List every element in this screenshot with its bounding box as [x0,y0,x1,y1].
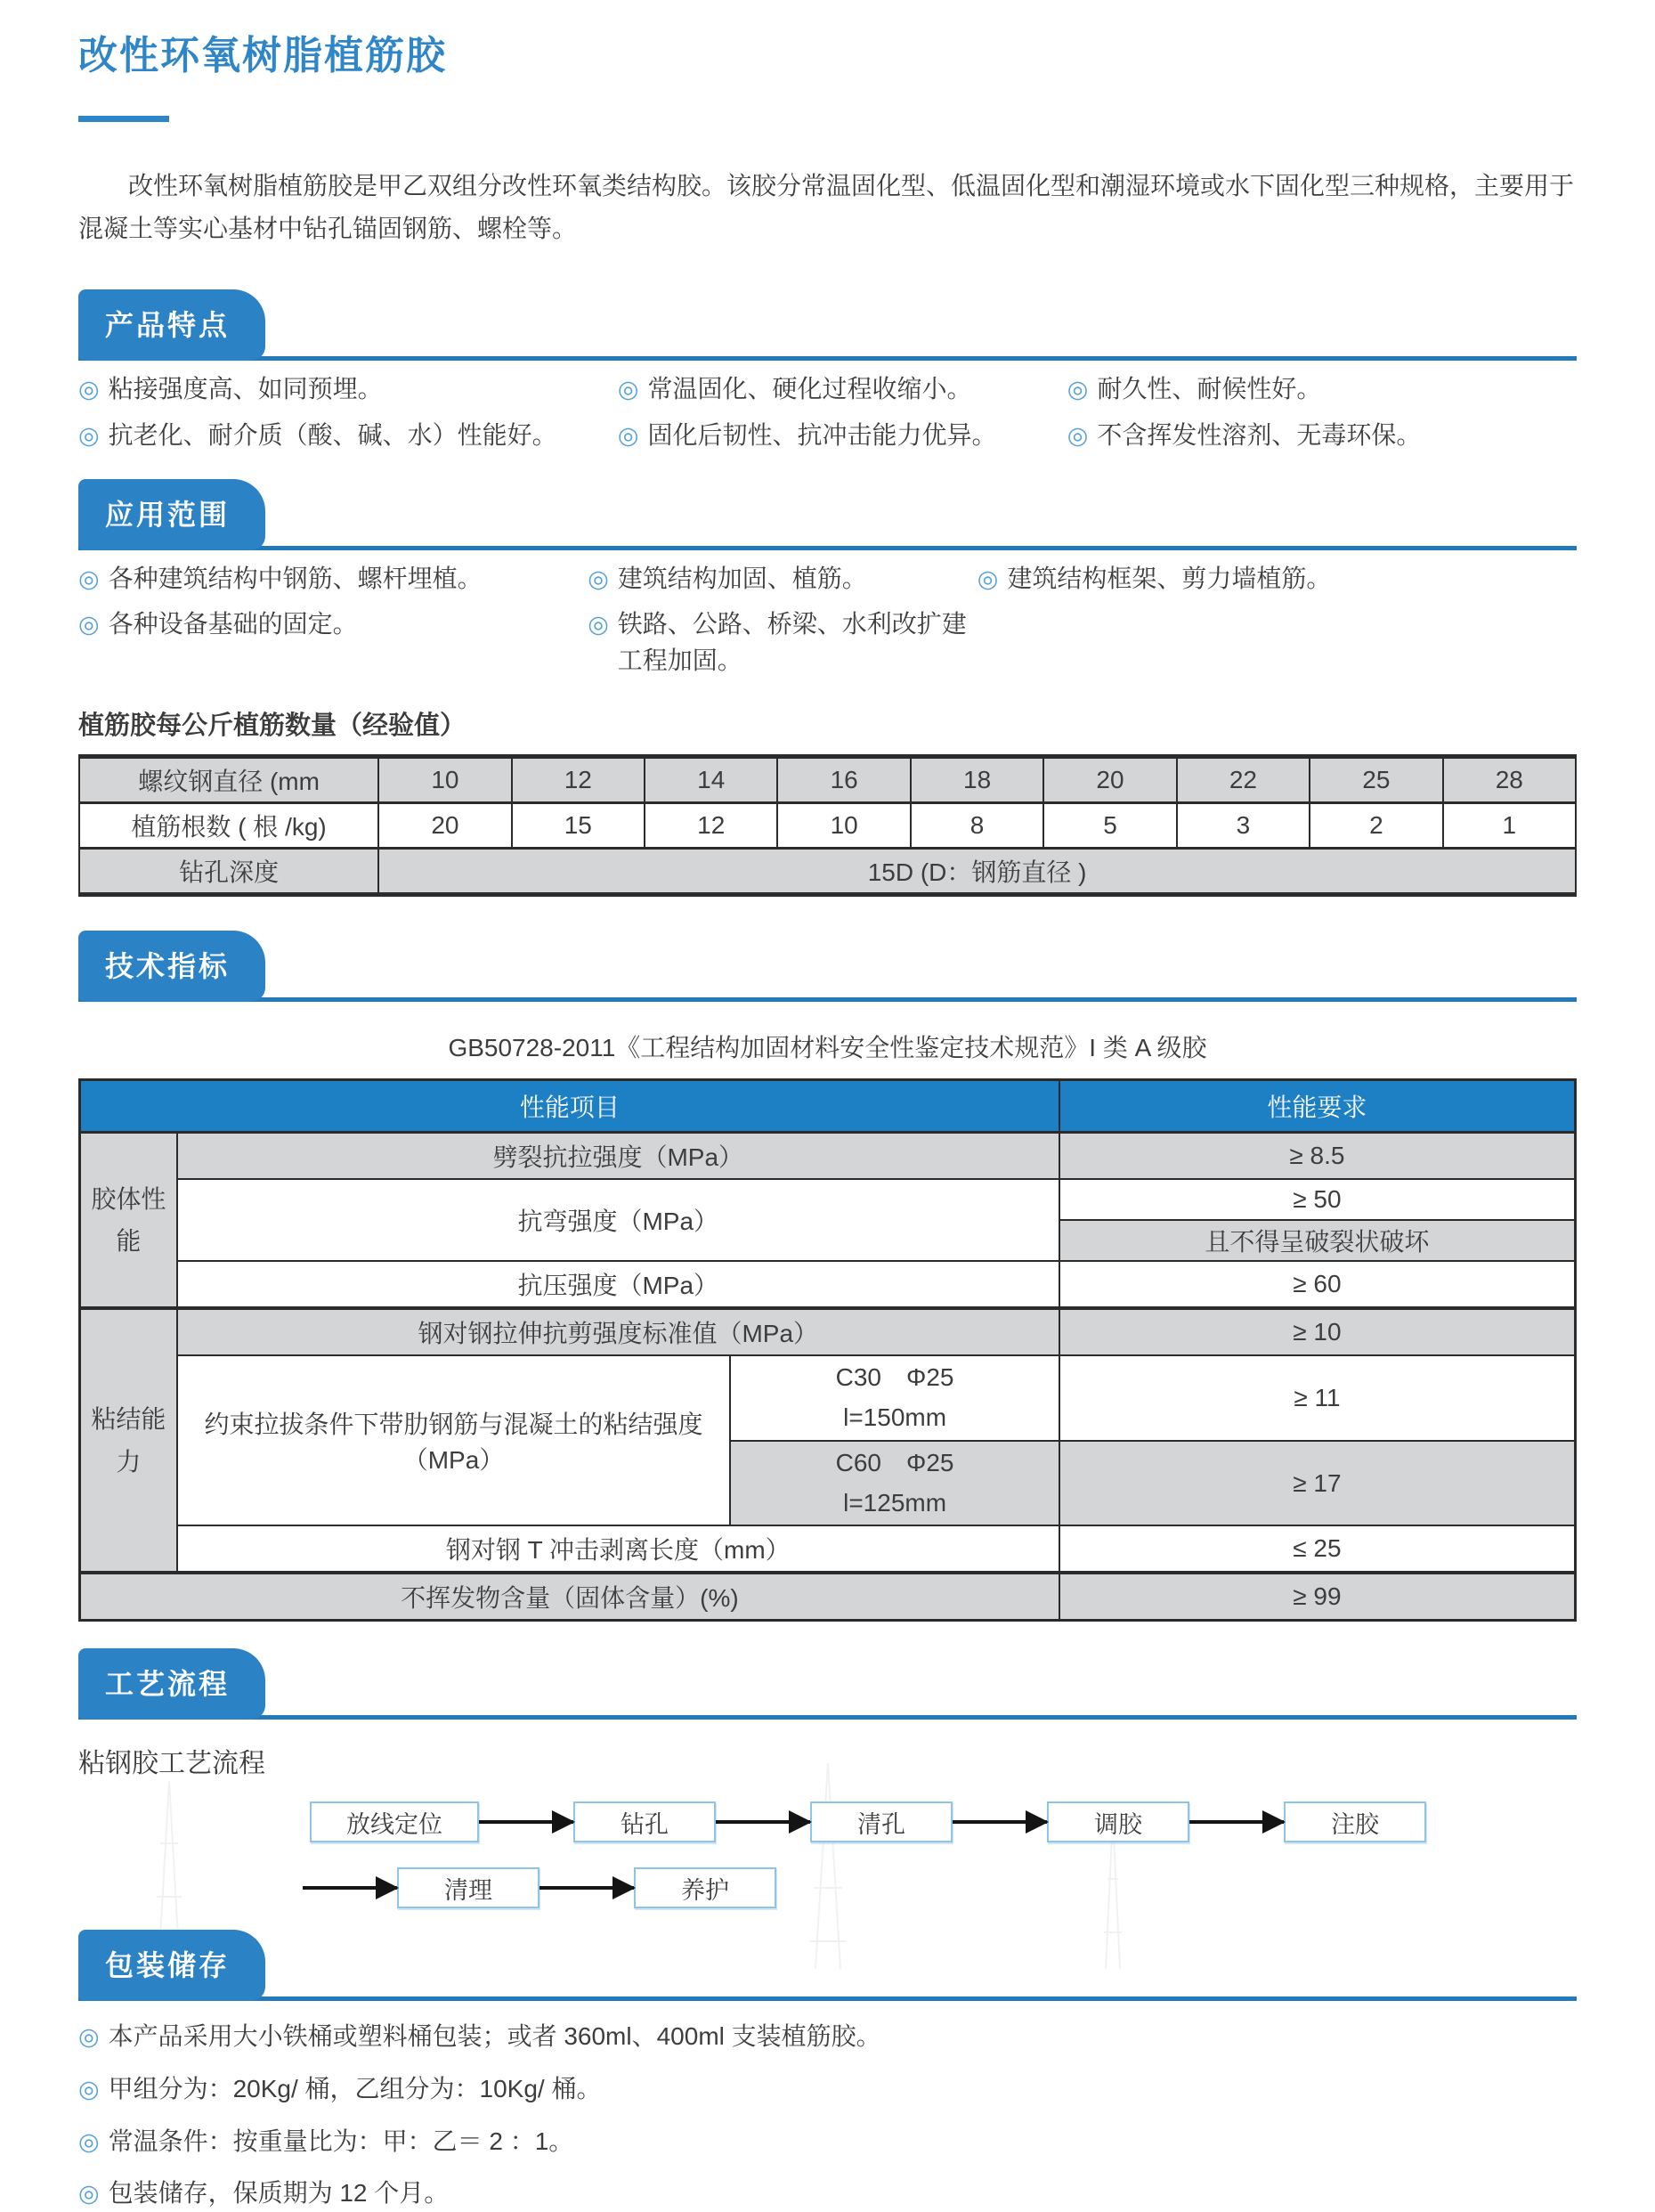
table-row [80,1133,1576,1180]
section-underline [78,546,1577,550]
cell: 20 [1043,757,1176,803]
packaging-list [78,2019,1577,2211]
ring-bullet-icon: ◎ [78,2180,100,2208]
table-row [80,1179,1576,1220]
requirement-cell: ≥ 17 [1059,1441,1576,1526]
property-cell: 钢对钢拉伸抗剪强度标准值（MPa） [177,1308,1059,1355]
list-item [588,606,978,679]
application-text: 建筑结构框架、剪力墙植筋。 [1007,564,1332,592]
list-item [588,561,978,598]
cell: 10 [378,757,511,803]
cell: 16 [777,757,910,803]
arrow-right-icon [716,1820,810,1824]
section-tab-tech: 技术指标 [78,931,265,1002]
table-header-row [80,1080,1576,1133]
table-row [80,1308,1576,1355]
tech-spec-table [78,1078,1577,1622]
requirement-cell: ≥ 99 [1059,1573,1576,1621]
page-title: 改性环氧树脂植筋胶 [78,34,447,77]
condition-line: l=125mm [843,1488,947,1517]
section-underline [78,1996,1577,2001]
table-row [79,803,1576,849]
feature-text: 不含挥发性溶剂、无毒环保。 [1097,420,1422,449]
condition-cell [730,1441,1059,1526]
row-header: 钻孔深度 [79,849,378,895]
list-item [78,371,618,408]
flow-step-box: 放线定位 [310,1801,479,1842]
feature-text: 耐久性、耐候性好。 [1097,375,1322,403]
section-tab-packaging: 包装储存 [78,1930,265,2001]
ring-bullet-icon: ◎ [588,611,609,638]
cell: 5 [1043,803,1176,849]
cell: 1 [1443,803,1576,849]
title-accent-dash [78,116,169,122]
application-text: 各种建筑结构中钢筋、螺杆埋植。 [108,564,483,592]
list-item [78,606,588,679]
section-tab-process: 工艺流程 [78,1648,265,1720]
list-item [78,2124,1577,2160]
column-header-requirement: 性能要求 [1059,1080,1576,1133]
section-header-packaging [78,1926,1577,2001]
section-underline [78,356,1577,361]
condition-cell [730,1355,1059,1441]
section-header-applications [78,476,1577,550]
list-item [78,418,618,454]
features-list [78,371,1577,453]
group-header-bonding: 粘结能力 [80,1308,177,1573]
ring-bullet-icon: ◎ [78,421,100,449]
applications-list [78,561,1577,679]
property-cell: 钢对钢 T 冲击剥离长度（mm） [177,1525,1059,1573]
arrow-right-icon [479,1820,573,1824]
list-item [78,561,588,598]
cell: 15 [512,803,645,849]
cell: 18 [911,757,1043,803]
requirement-cell: ≥ 50 [1059,1179,1576,1220]
list-item [78,2019,1577,2055]
cell: 20 [378,803,511,849]
ring-bullet-icon: ◎ [78,376,100,403]
list-item [1067,371,1577,408]
row-header: 螺纹钢直径 (mm [79,757,378,803]
section-header-tech [78,927,1577,1002]
cell: 25 [1310,757,1442,803]
section-tab-applications: 应用范围 [78,479,265,550]
ring-bullet-icon: ◎ [1067,376,1089,403]
cell: 14 [645,757,777,803]
property-cell: 抗压强度（MPa） [177,1261,1059,1308]
ring-bullet-icon: ◎ [78,2023,100,2051]
arrow-right-icon [1189,1820,1284,1824]
row-header: 植筋根数 ( 根 /kg) [79,803,378,849]
cell: 22 [1177,757,1310,803]
cell: 10 [777,803,910,849]
table-row [80,1525,1576,1573]
ring-bullet-icon: ◎ [617,376,639,403]
section-tab-features: 产品特点 [78,289,265,361]
application-text: 建筑结构加固、植筋。 [617,564,867,592]
cell: 8 [911,803,1043,849]
ring-bullet-icon: ◎ [78,2076,100,2103]
requirement-cell: ≥ 11 [1059,1355,1576,1441]
packaging-text: 常温条件：按重量比为：甲：乙＝ 2 ：1。 [108,2127,574,2155]
flow-step-box: 清孔 [810,1801,953,1842]
ring-bullet-icon: ◎ [617,421,639,449]
process-flow-label: 粘钢胶工艺流程 [78,1749,265,1779]
cell: 3 [1177,803,1310,849]
feature-text: 粘接强度高、如同预埋。 [108,375,383,403]
application-text: 铁路、公路、桥梁、水利改扩建工程加固。 [617,610,967,674]
ring-bullet-icon: ◎ [78,2127,100,2155]
packaging-text: 本产品采用大小铁桶或塑料桶包装；或者 360ml、400ml 支装植筋胶。 [108,2022,881,2051]
table-row [80,1573,1576,1621]
dosage-table-caption: 植筋胶每公斤植筋数量（经验值） [78,712,466,741]
property-cell: 不挥发物含量（固体含量）(%) [80,1573,1059,1621]
feature-text: 常温固化、硬化过程收缩小。 [647,375,972,403]
ring-bullet-icon: ◎ [1067,421,1089,449]
dosage-table [78,754,1577,897]
intro-paragraph: 改性环氧树脂植筋胶是甲乙双组分改性环氧类结构胶。该胶分常温固化型、低温固化型和潮湿环境或水下固化型三种规格，主要用于混凝土等实心基材中钻孔锚固钢筋、螺栓等。 [78,172,1575,243]
condition-line: l=150mm [843,1403,947,1432]
property-cell: 抗弯强度（MPa） [177,1179,1059,1261]
property-cell: 约束拉拔条件下带肋钢筋与混凝土的粘结强度（MPa） [177,1355,731,1525]
feature-text: 固化后韧性、抗冲击能力优异。 [647,420,997,449]
packaging-text: 甲组分为：20Kg/ 桶，乙组分为：10Kg/ 桶。 [108,2075,602,2103]
list-item [78,2071,1577,2108]
flow-step-box: 养护 [634,1867,776,1908]
condition-line: C30 Φ25 [835,1363,954,1392]
table-row [79,757,1576,803]
requirement-cell: ≥ 8.5 [1059,1133,1576,1180]
ring-bullet-icon: ◎ [588,565,609,592]
list-item [978,561,1577,598]
section-underline [78,997,1577,1002]
arrow-right-icon [303,1886,397,1890]
feature-text: 抗老化、耐介质（酸、碱、水）性能好。 [108,420,557,449]
table-row [79,849,1576,895]
list-item [618,371,1067,408]
ring-bullet-icon: ◎ [78,611,100,638]
group-header-adhesive: 胶体性能 [80,1133,177,1309]
process-flow-row-1 [310,1801,1577,1842]
list-item [78,2175,1577,2212]
application-text: 各种设备基础的固定。 [108,610,358,638]
flow-step-box: 清理 [397,1867,539,1908]
cell: 15D (D：钢筋直径 ) [378,849,1576,895]
section-underline [78,1715,1577,1720]
table-row [80,1261,1576,1308]
table-row [80,1355,1576,1441]
arrow-right-icon [539,1886,634,1890]
section-header-process [78,1645,1577,1720]
arrow-right-icon [953,1820,1047,1824]
list-item [1067,418,1577,454]
section-header-features [78,286,1577,361]
packaging-text: 包装储存，保质期为 12 个月。 [108,2179,450,2208]
tech-standard-subtitle: GB50728-2011《工程结构加固材料安全性鉴定技术规范》I 类 A 级胶 [448,1034,1207,1062]
cell: 12 [512,757,645,803]
flow-step-box: 钻孔 [573,1801,716,1842]
flow-step-box: 注胶 [1284,1801,1426,1842]
requirement-cell: ≥ 60 [1059,1261,1576,1308]
property-cell: 劈裂抗拉强度（MPa） [177,1133,1059,1180]
flow-step-box: 调胶 [1047,1801,1189,1842]
cell: 28 [1443,757,1576,803]
requirement-cell: ≤ 25 [1059,1525,1576,1573]
requirement-cell: 且不得呈破裂状破坏 [1059,1220,1576,1261]
condition-line: C60 Φ25 [835,1448,954,1476]
process-flow-row-2 [303,1867,1577,1908]
ring-bullet-icon: ◎ [78,565,100,592]
column-header-property: 性能项目 [80,1080,1059,1133]
cell: 12 [645,803,777,849]
ring-bullet-icon: ◎ [977,565,999,592]
list-item [618,418,1067,454]
cell: 2 [1310,803,1442,849]
requirement-cell: ≥ 10 [1059,1308,1576,1355]
